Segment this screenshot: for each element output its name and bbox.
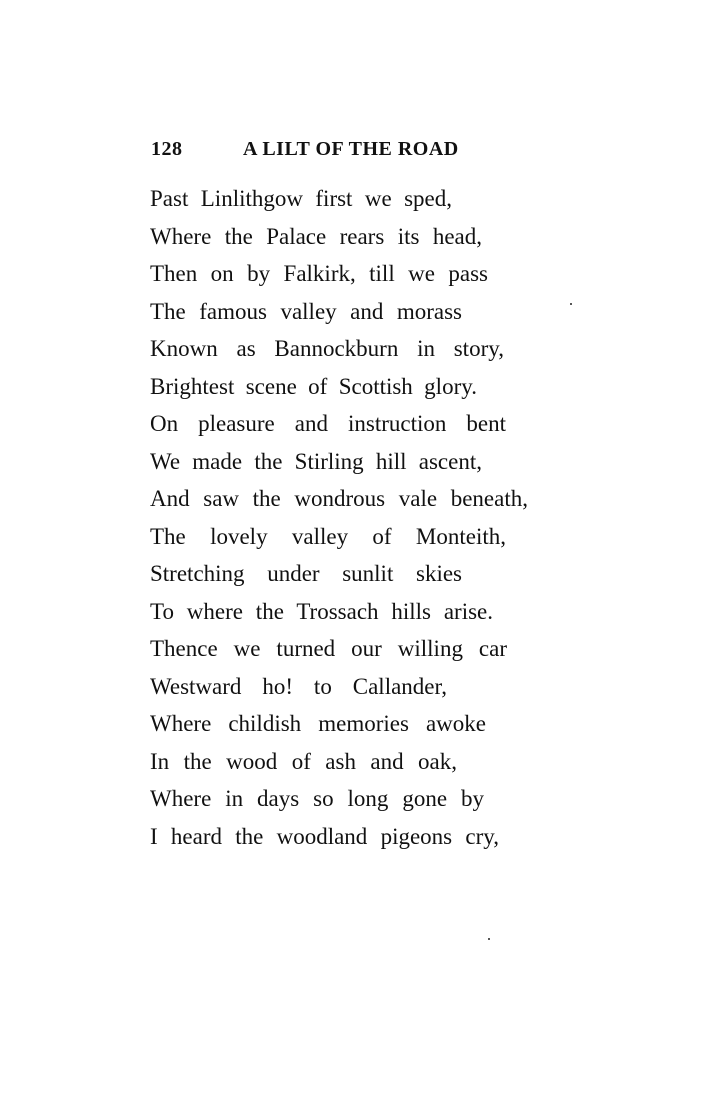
page-number: 128 <box>151 138 183 160</box>
poem-line: I heard the woodland pigeons cry, <box>150 823 499 849</box>
poem-line: In the wood of ash and oak, <box>150 748 457 774</box>
poem-line: Then on by Falkirk, till we pass <box>150 261 488 286</box>
poem-line: Known as Bannockburn in story, <box>150 336 504 361</box>
poem-line: Past Linlithgow first we sped, <box>150 186 452 211</box>
print-speck <box>488 938 490 940</box>
poem-line: We made the Stirling hill ascent, <box>150 448 482 474</box>
poem-line: Westward ho! to Callander, <box>150 673 447 699</box>
poem <box>150 184 550 859</box>
poem-line: The lovely valley of Monteith, <box>150 523 506 549</box>
poem-line: The famous valley and morass <box>150 298 462 324</box>
poem-line: Brightest scene of Scottish glory. <box>150 373 477 399</box>
poem-line: Thence we turned our willing car <box>150 636 507 661</box>
running-head <box>151 138 491 164</box>
print-speck <box>570 303 572 305</box>
poem-line: Where the Palace rears its head, <box>150 223 482 249</box>
poem-line: On pleasure and instruction bent <box>150 411 506 436</box>
running-title: A LILT OF THE ROAD <box>243 138 459 160</box>
poem-line: And saw the wondrous vale beneath, <box>150 486 528 511</box>
poem-line: Stretching under sunlit skies <box>150 561 462 586</box>
poem-line: Where childish memories awoke <box>150 711 486 736</box>
poem-line: To where the Trossach hills arise. <box>150 598 493 624</box>
poem-line: Where in days so long gone by <box>150 786 484 811</box>
